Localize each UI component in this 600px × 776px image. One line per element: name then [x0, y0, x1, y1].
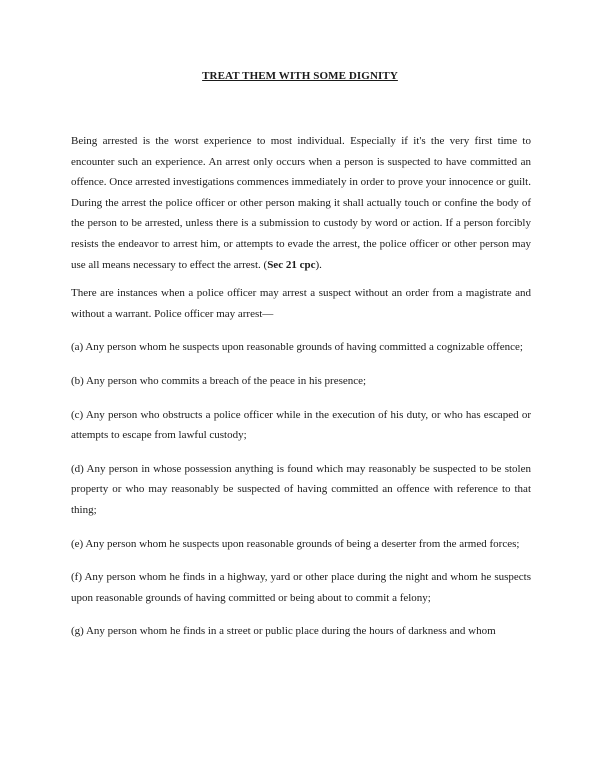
intro-paragraph: [71, 131, 531, 275]
section-citation: Sec 21 cpc: [267, 258, 316, 271]
list-item-g: (g) Any person whom he finds in a street or public place during the hours of darkness and whom: [71, 625, 496, 638]
list-item-d: (d) Any person in whose possession anything is found which may reasonably be suspected to be stolen property or who may reasonably be suspected of having committed an offence with reference to that thing;: [71, 462, 531, 516]
list-item-f: (f) Any person whom he finds in a highway, yard or other place during the night and whom he suspects upon reasonable grounds of having committed or being about to commit a felony;: [71, 571, 531, 604]
arrest-intro-paragraph: There are instances when a police officer may arrest a suspect without an order from a magistrate and without a warrant. Police officer may arrest—: [71, 287, 531, 320]
list-item-c: (c) Any person who obstructs a police officer while in the execution of his duty, or who has escaped or attempts to escape from lawful custody;: [71, 408, 531, 442]
list-item-b: (b) Any person who commits a breach of the peace in his presence;: [71, 374, 367, 387]
list-item-e: (e) Any person whom he suspects upon reasonable grounds of being a deserter from the armed forces;: [71, 537, 520, 550]
intro-paragraph-text: Being arrested is the worst experience to most individual. Especially if it's the very first time to encounter such an experience. An arrest only occurs when a person is suspected to have committed an offence. Once arrested investigations commences immediately in order to prove your innocence or guilt. During the arrest the police officer or other person making it shall actually touch or confine the body of the person to be arrested, unless there is a submission to custody by word or action. If a person forcibly resists the endeavor to arrest him, or attempts to evade the arrest, the police officer or other person may use all means necessary to effect the arrest. (: [71, 135, 531, 271]
document-title: TREAT THEM WITH SOME DIGNITY: [202, 70, 398, 82]
intro-paragraph-end: ).: [315, 258, 322, 271]
document-body: [71, 131, 531, 642]
list-item-a: (a) Any person whom he suspects upon reasonable grounds of having committed a cognizable offence;: [71, 341, 523, 354]
